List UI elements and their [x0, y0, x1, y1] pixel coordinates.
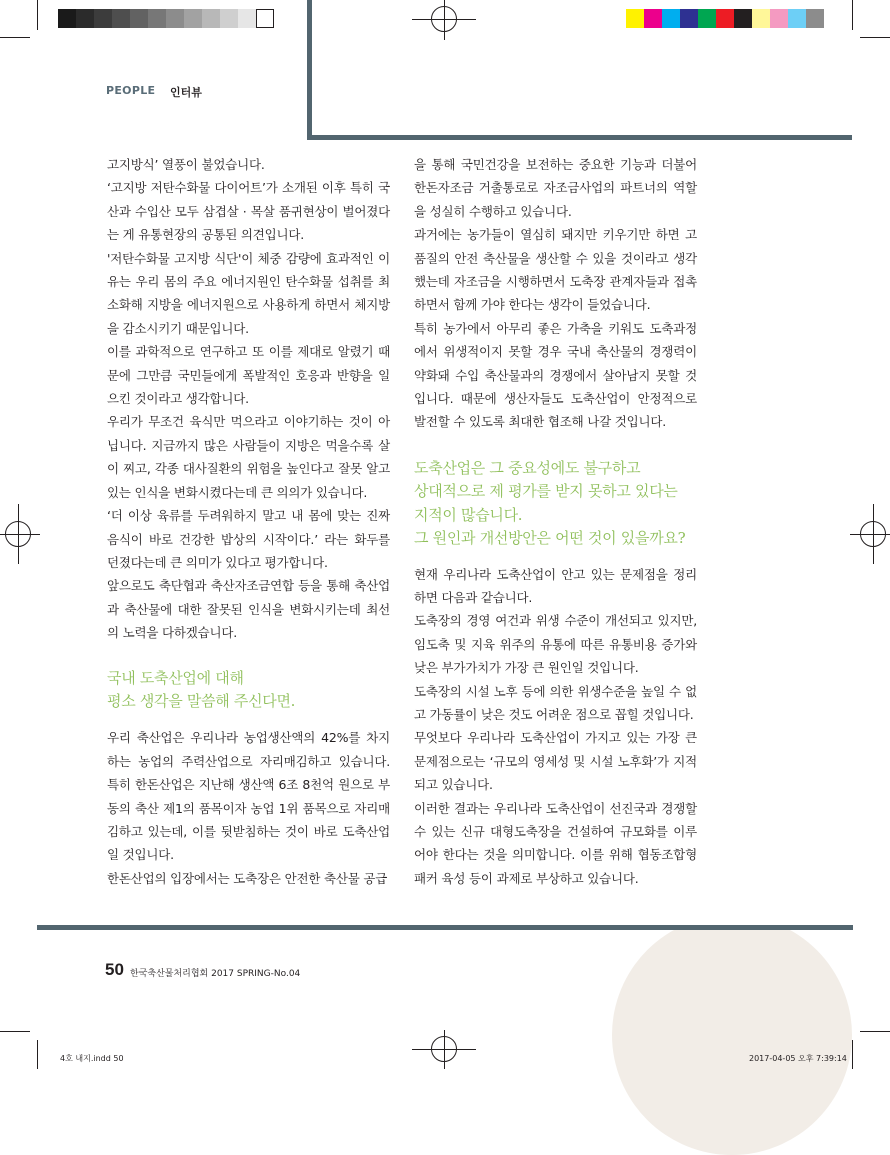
crop-mark [860, 1031, 890, 1032]
crop-mark [860, 37, 890, 38]
question-line: 지적이 많습니다. [414, 505, 523, 524]
crop-mark [0, 1031, 30, 1032]
crop-mark [852, 0, 853, 30]
question-line: 평소 생각을 말씀해 주신다면. [107, 691, 296, 710]
body-paragraph: 특히 농가에서 아무리 좋은 가축을 키워도 도축과정에서 위생적이지 못할 경우 국내 축산물의 경쟁력이 약화돼 수입 축산물과의 경쟁에서 살아남지 못할 것입니다. 때문에 생산자들도 도축산업이 안정적으로 발전할 수 있도록 최대한 협조해 나갈 것입니다. [414, 320, 697, 430]
color-swatch [166, 9, 184, 28]
question-line: 그 원인과 개선방안은 어떤 것이 있을까요? [414, 529, 686, 548]
question-line: 국내 도축산업에 대해 [107, 668, 244, 687]
crop-mark [37, 0, 38, 30]
interview-question [107, 667, 390, 714]
color-swatch [94, 9, 112, 28]
registration-mark-cross [18, 504, 19, 564]
body-paragraph: 이를 과학적으로 연구하고 또 이를 제대로 알렸기 때문에 그만큼 국민들에게 폭발적인 호응과 반향을 일으킨 것이라고 생각합니다. [107, 344, 390, 407]
registration-mark-cross [444, 0, 445, 40]
color-swatch [734, 9, 752, 28]
color-swatch [130, 9, 148, 28]
print-slug-timestamp: 2017-04-05 오후 7:39:14 [749, 1054, 847, 1063]
body-paragraph: 과거에는 농가들이 열심히 돼지만 키우기만 하면 고품질의 안전 축산물을 생산할 수 있을 것이라고 생각했는데 자조금을 시행하면서 도축장 관계자들과 접촉하면서 함께 가야 한다는 생각이 들었습니다. [414, 227, 697, 313]
body-paragraph: 우리 축산업은 우리나라 농업생산액의 42%를 차지하는 농업의 주력산업으로 자리매김하고 있습니다. 특히 한돈산업은 지난해 생산액 6조 8천억 원으로 부동의 축산 제1의 품목이자 농업 1위 품목으로 자리매김하고 있는데, 이를 뒷받침하는 것이 바로 도축산업일 것입니다. [107, 730, 390, 863]
body-paragraph: 고지방식’ 열풍이 불었습니다. [107, 157, 265, 172]
body-paragraph: ‘더 이상 육류를 두려워하지 말고 내 몸에 맞는 진짜 음식이 바로 건강한 밥상의 시작이다.’ 라는 화두를 던졌다는데 큰 의미가 있다고 평가합니다. [107, 508, 390, 570]
color-swatch [238, 9, 256, 28]
right-column [414, 153, 697, 890]
left-column [107, 153, 390, 890]
color-swatch [788, 9, 806, 28]
journal-title: 한국축산물처리협회 2017 SPRING-No.04 [130, 969, 301, 979]
question-line: 도축산업은 그 중요성에도 불구하고 [414, 458, 641, 477]
color-swatch [716, 9, 734, 28]
color-swatch [662, 9, 680, 28]
header-rule-vertical [307, 0, 312, 140]
decorative-mask [600, 908, 860, 925]
body-paragraph: ‘고지방 저탄수화물 다이어트’가 소개된 이후 특히 국산과 수입산 모두 삼겹살 · 목살 품귀현상이 벌어졌다는 게 유통현장의 공통된 의견입니다. [107, 180, 390, 243]
crop-mark [0, 37, 30, 38]
body-paragraph: 한돈산업의 입장에서는 도축장은 안전한 축산물 공급 [107, 870, 388, 886]
body-paragraph: 도축장의 시설 노후 등에 의한 위생수준을 높일 수 없고 가동률이 낮은 것도 어려운 점으로 꼽힐 것입니다. [414, 683, 697, 722]
color-swatch [148, 9, 166, 28]
color-swatch [112, 9, 130, 28]
header-rule-horizontal [307, 135, 852, 140]
color-swatch [806, 9, 824, 28]
body-paragraph: 앞으로도 축단협과 축산자조금연합 등을 통해 축산업과 축산물에 대한 잘못된 인식을 변화시키는데 최선의 노력을 다하겠습니다. [107, 578, 390, 641]
interview-question [414, 457, 697, 551]
footer-rule [37, 925, 853, 930]
body-paragraph: '저탄수화물 고지방 식단'이 체중 감량에 효과적인 이유는 우리 몸의 주요 에너지원인 탄수화물 섭취를 최소화해 지방을 에너지원으로 사용하게 하면서 체지방을 감소시키기 때문입니다. [107, 250, 390, 336]
color-bar-process [626, 9, 824, 28]
color-swatch [220, 9, 238, 28]
color-bar-grayscale [58, 9, 274, 28]
color-swatch [680, 9, 698, 28]
body-paragraph: 무엇보다 우리나라 도축산업이 가지고 있는 가장 큰 문제점으로는 ‘규모의 영세성 및 시설 노후화’가 지적되고 있습니다. [414, 730, 697, 793]
color-swatch [626, 9, 644, 28]
question-line: 상대적으로 제 평가를 받지 못하고 있다는 [414, 482, 678, 501]
color-swatch [58, 9, 76, 28]
color-swatch [698, 9, 716, 28]
color-swatch [770, 9, 788, 28]
color-swatch [184, 9, 202, 28]
body-paragraph: 현재 우리나라 도축산업이 안고 있는 문제점을 정리하면 다음과 같습니다. [414, 566, 697, 605]
registration-mark-cross [850, 534, 890, 535]
crop-mark [852, 1040, 853, 1069]
body-paragraph: 우리가 무조건 육식만 먹으라고 이야기하는 것이 아닙니다. 지금까지 많은 사람들이 지방은 먹을수록 살이 찌고, 각종 대사질환의 위험을 높인다고 잘못 알고 있는 인식을 변화시켰다는데 큰 의의가 있습니다. [107, 414, 390, 500]
crop-mark [37, 1040, 38, 1069]
section-label: PEOPLE [106, 84, 156, 97]
page-number: 50 [105, 960, 124, 979]
registration-mark-cross [0, 534, 40, 535]
color-swatch [256, 9, 274, 28]
color-swatch [752, 9, 770, 28]
print-slug-file: 4호 내지.indd 50 [60, 1054, 124, 1063]
color-swatch [202, 9, 220, 28]
decorative-circle [612, 915, 852, 1155]
registration-mark-cross [873, 504, 874, 564]
body-paragraph: 이러한 결과는 우리나라 도축산업이 선진국과 경쟁할 수 있는 신규 대형도축장을 건설하여 규모화를 이루어야 한다는 것을 의미합니다. 이를 위해 협동조합형 패커 육성 등이 과제로 부상하고 있습니다. [414, 800, 697, 886]
body-paragraph: 도축장의 경영 여건과 위생 수준이 개선되고 있지만, 임도축 및 지육 위주의 유통에 따른 유통비용 증가와 낮은 부가가치가 가장 큰 원인일 것입니다. [414, 613, 697, 676]
color-swatch [644, 9, 662, 28]
color-swatch [76, 9, 94, 28]
section-title: 인터뷰 [170, 86, 202, 99]
body-paragraph: 을 통해 국민건강을 보전하는 중요한 기능과 더불어 한돈자조금 거출통로로 자조금사업의 파트너의 역할을 성실히 수행하고 있습니다. [414, 157, 697, 219]
registration-mark-cross [444, 1030, 445, 1069]
